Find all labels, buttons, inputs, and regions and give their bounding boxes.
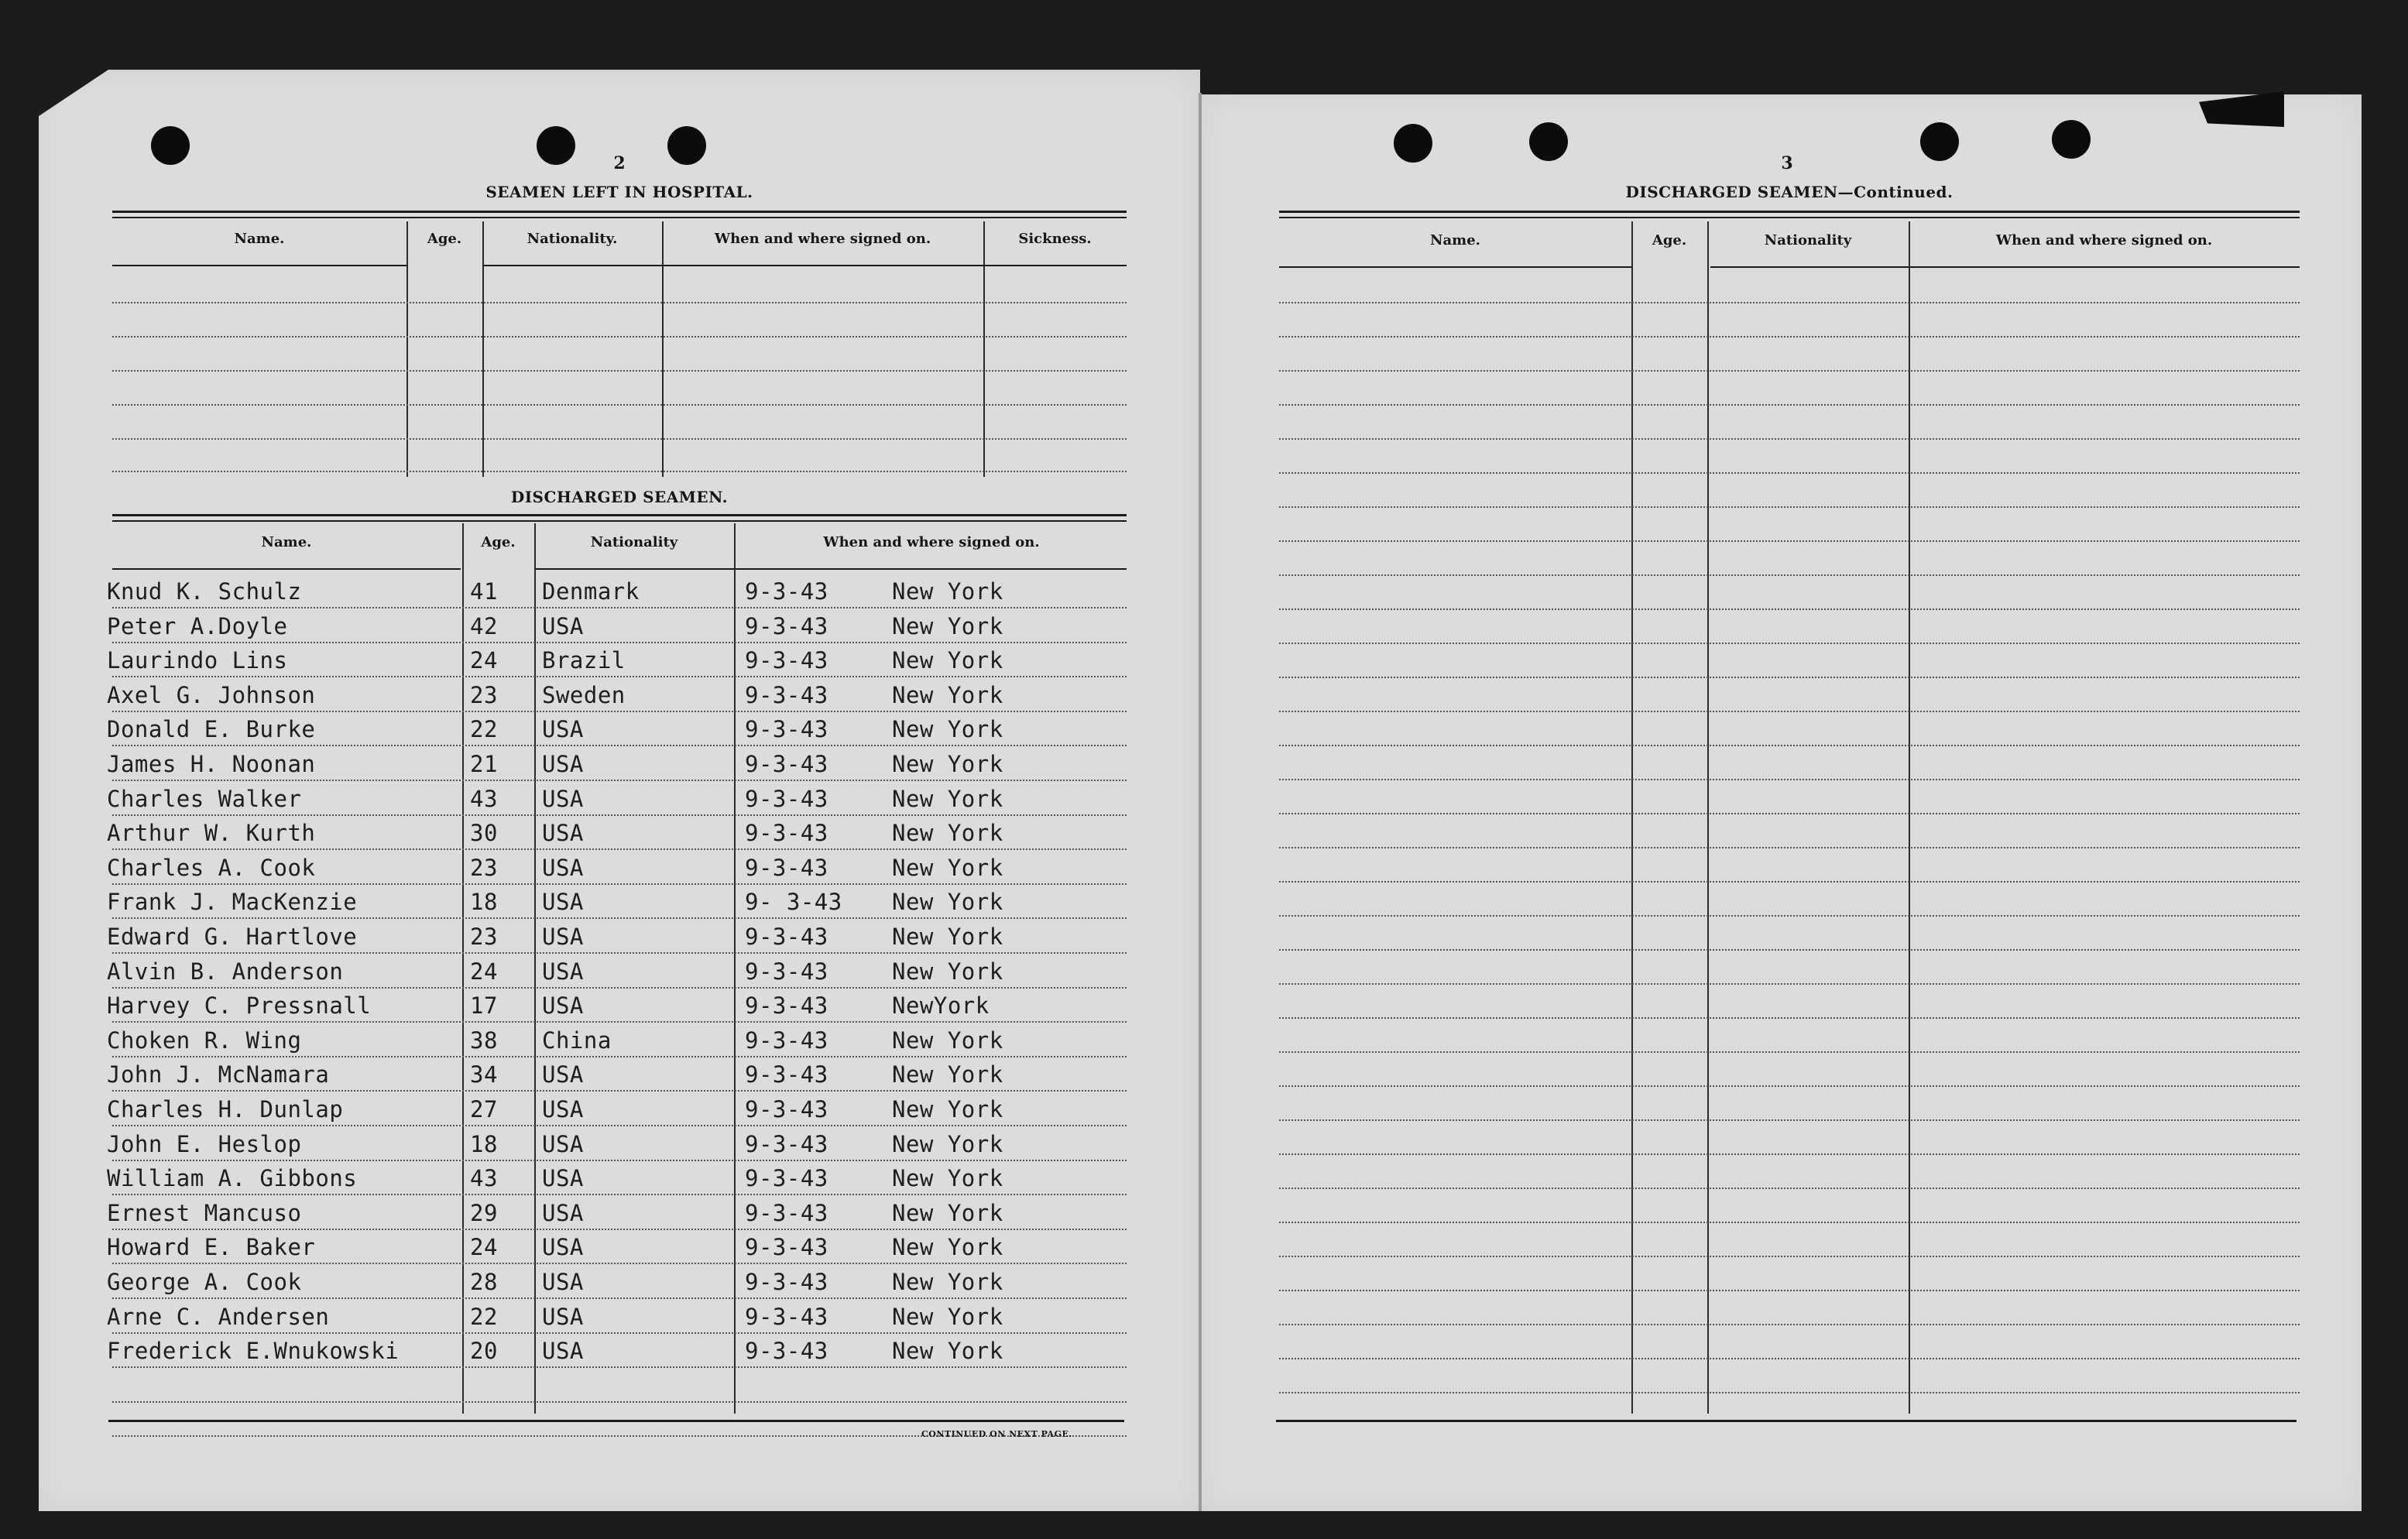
cell-name: Harvey C. Pressnall — [107, 992, 372, 1020]
cell-age: 18 — [470, 889, 498, 916]
cell-place: New York — [892, 751, 1003, 777]
cell-name: Laurindo Lins — [107, 647, 288, 674]
cell-nationality: USA — [542, 889, 584, 916]
cell-nationality: USA — [542, 1061, 584, 1088]
cell-name: Arne C. Andersen — [107, 1303, 330, 1330]
page-number-left: 2 — [613, 153, 626, 173]
cell-age: 24 — [470, 958, 498, 985]
cell-place: New York — [892, 1061, 1003, 1088]
rule — [108, 1420, 1124, 1422]
row-line — [112, 1125, 1127, 1126]
cell-date: 9-3-43 — [745, 647, 828, 674]
cell-date: 9-3-43 — [745, 1027, 828, 1054]
column-header-signed-on: When and where signed on. — [823, 534, 1040, 550]
cell-age: 17 — [470, 992, 498, 1020]
cell-date: 9-3-43 — [745, 854, 828, 881]
cell-age: 24 — [470, 1234, 498, 1261]
row-line — [1279, 1256, 2300, 1257]
row-line — [112, 987, 1127, 989]
cell-date: 9-3-43 — [745, 751, 828, 777]
row-line — [112, 780, 1127, 781]
row-line — [112, 1229, 1127, 1230]
rule — [1279, 217, 2300, 218]
cell-date: 9-3-43 — [745, 1130, 828, 1157]
cell-age: 22 — [470, 1303, 498, 1330]
cell-age: 38 — [470, 1027, 498, 1054]
row-line — [112, 1401, 1127, 1403]
cell-age: 21 — [470, 751, 498, 777]
cell-name: Edward G. Hartlove — [107, 924, 358, 950]
cell-date: 9-3-43 — [745, 1061, 828, 1088]
cell-name: Howard E. Baker — [107, 1234, 316, 1261]
cell-date: 9-3-43 — [745, 820, 828, 847]
cell-date: 9-3-43 — [745, 1234, 828, 1261]
cell-age: 24 — [470, 647, 498, 674]
cell-age: 23 — [470, 681, 498, 708]
punch-hole — [2052, 120, 2091, 159]
row-line — [1279, 404, 2300, 406]
row-line — [112, 814, 1127, 816]
row-line — [1279, 540, 2300, 542]
cell-place: New York — [892, 681, 1003, 708]
cell-place: New York — [892, 1199, 1003, 1226]
cell-place: New York — [892, 854, 1003, 881]
cell-name: William A. Gibbons — [107, 1165, 358, 1192]
cell-date: 9-3-43 — [745, 1096, 828, 1123]
column-header-name: Name. — [234, 231, 285, 247]
cell-nationality: China — [542, 1027, 612, 1054]
row-line — [1279, 1188, 2300, 1189]
row-line — [1279, 1017, 2300, 1019]
cell-name: Axel G. Johnson — [107, 681, 316, 708]
page-number-right: 3 — [1781, 153, 1793, 173]
row-line — [1279, 847, 2300, 848]
row-line — [1279, 949, 2300, 951]
column-header-name: Name. — [1430, 232, 1480, 249]
cell-place: New York — [892, 1269, 1003, 1295]
hospital-section-title: SEAMEN LEFT IN HOSPITAL. — [485, 183, 753, 201]
column-header-name: Name. — [261, 534, 312, 550]
cell-name: Donald E. Burke — [107, 716, 316, 743]
row-line — [1279, 336, 2300, 338]
rule — [1276, 1420, 2297, 1422]
row-line — [1279, 472, 2300, 474]
row-line — [1279, 779, 2300, 780]
cell-place: New York — [892, 1234, 1003, 1261]
cell-date: 9-3-43 — [745, 1269, 828, 1295]
cell-age: 43 — [470, 785, 498, 812]
row-line — [1279, 983, 2300, 985]
cell-place: New York — [892, 647, 1003, 674]
cell-place: New York — [892, 924, 1003, 950]
column-header-signed-on: When and where signed on. — [1995, 232, 2213, 249]
cell-date: 9- 3-43 — [745, 889, 842, 916]
row-line — [1279, 1153, 2300, 1155]
row-line — [112, 1056, 1127, 1057]
row-line — [1279, 813, 2300, 814]
row-line — [1279, 1119, 2300, 1121]
column-header-age: Age. — [427, 231, 462, 247]
cell-name: Frederick E.Wnukowski — [107, 1338, 400, 1365]
cell-place: New York — [892, 1096, 1003, 1123]
punch-hole — [667, 126, 706, 165]
cell-place: New York — [892, 612, 1003, 639]
cell-date: 9-3-43 — [745, 785, 828, 812]
cell-name: Charles Walker — [107, 785, 302, 812]
row-line — [112, 1332, 1127, 1334]
cell-date: 9-3-43 — [745, 992, 828, 1020]
row-line — [112, 745, 1127, 746]
cell-nationality: Brazil — [542, 647, 626, 674]
row-line — [112, 1090, 1127, 1092]
cell-nationality: USA — [542, 924, 584, 950]
cell-name: John E. Heslop — [107, 1130, 302, 1157]
cell-age: 18 — [470, 1130, 498, 1157]
cell-place: New York — [892, 1303, 1003, 1330]
column-header-sickness: Sickness. — [1018, 231, 1092, 247]
cell-nationality: USA — [542, 716, 584, 743]
row-line — [112, 848, 1127, 850]
cell-nationality: USA — [542, 1130, 584, 1157]
row-line — [1279, 915, 2300, 917]
page-gutter — [1199, 93, 1202, 1511]
row-line — [1279, 506, 2300, 508]
cell-place: New York — [892, 820, 1003, 847]
cell-nationality: USA — [542, 854, 584, 881]
discharged-continued-title: DISCHARGED SEAMEN—Continued. — [1625, 183, 1953, 201]
row-line — [1279, 1051, 2300, 1053]
cell-date: 9-3-43 — [745, 1199, 828, 1226]
rule — [1279, 211, 2300, 213]
cell-nationality: USA — [542, 612, 584, 639]
cell-age: 20 — [470, 1338, 498, 1365]
cell-place: New York — [892, 716, 1003, 743]
cell-nationality: USA — [542, 820, 584, 847]
cell-place: New York — [892, 1027, 1003, 1054]
row-line — [1279, 643, 2300, 644]
row-line — [1279, 745, 2300, 746]
cell-nationality: USA — [542, 1269, 584, 1295]
row-line — [1279, 438, 2300, 440]
cell-age: 43 — [470, 1165, 498, 1192]
cell-place: New York — [892, 1130, 1003, 1157]
cell-date: 9-3-43 — [745, 924, 828, 950]
row-line — [112, 1366, 1127, 1368]
cell-name: Charles A. Cook — [107, 854, 316, 881]
rule — [112, 520, 1127, 522]
row-line — [112, 1021, 1127, 1023]
punch-hole — [1529, 122, 1568, 161]
cell-age: 34 — [470, 1061, 498, 1088]
row-line — [112, 642, 1127, 643]
cell-date: 9-3-43 — [745, 612, 828, 639]
cell-date: 9-3-43 — [745, 681, 828, 708]
rule — [112, 514, 1127, 516]
column-header-nationality: Nationality — [1764, 232, 1852, 249]
row-line — [1279, 1324, 2300, 1325]
row-line — [1279, 370, 2300, 372]
row-line — [1279, 608, 2300, 610]
row-line — [112, 711, 1127, 712]
cell-name: Alvin B. Anderson — [107, 958, 344, 985]
cell-nationality: USA — [542, 1338, 584, 1365]
cell-nationality: USA — [542, 1303, 584, 1330]
row-line — [112, 952, 1127, 954]
cell-age: 42 — [470, 612, 498, 639]
punch-hole — [1394, 124, 1432, 163]
cell-name: Knud K. Schulz — [107, 578, 302, 605]
cell-name: Peter A.Doyle — [107, 612, 288, 639]
cell-place: New York — [892, 958, 1003, 985]
cell-date: 9-3-43 — [745, 1303, 828, 1330]
row-line — [1279, 711, 2300, 712]
row-line — [112, 607, 1127, 608]
cell-age: 28 — [470, 1269, 498, 1295]
cell-age: 23 — [470, 924, 498, 950]
column-header-nationality: Nationality. — [527, 231, 618, 247]
cell-nationality: USA — [542, 751, 584, 777]
row-line — [112, 1160, 1127, 1161]
row-line — [1279, 1290, 2300, 1291]
continued-note: CONTINUED ON NEXT PAGE. — [921, 1429, 1072, 1439]
cell-place: New York — [892, 578, 1003, 605]
row-line — [112, 917, 1127, 919]
punch-hole — [537, 126, 575, 165]
punch-hole — [1920, 122, 1959, 161]
cell-age: 29 — [470, 1199, 498, 1226]
cell-place: NewYork — [892, 992, 990, 1020]
cell-name: Arthur W. Kurth — [107, 820, 316, 847]
cell-nationality: USA — [542, 1096, 584, 1123]
punch-hole — [151, 126, 190, 165]
cell-nationality: USA — [542, 1199, 584, 1226]
cell-name: Ernest Mancuso — [107, 1199, 302, 1226]
row-line — [112, 1194, 1127, 1195]
row-line — [1279, 1392, 2300, 1393]
cell-name: Choken R. Wing — [107, 1027, 302, 1054]
cell-place: New York — [892, 1165, 1003, 1192]
cell-name: George A. Cook — [107, 1269, 302, 1295]
cell-nationality: USA — [542, 958, 584, 985]
right-page — [1200, 94, 2362, 1511]
row-line — [1279, 574, 2300, 576]
cell-age: 30 — [470, 820, 498, 847]
cell-date: 9-3-43 — [745, 1338, 828, 1365]
row-line — [1279, 302, 2300, 303]
rule — [112, 211, 1127, 213]
cell-place: New York — [892, 889, 1003, 916]
row-line — [1279, 1358, 2300, 1359]
column-header-signed-on: When and where signed on. — [714, 231, 931, 247]
row-line — [1279, 1085, 2300, 1087]
cell-place: New York — [892, 785, 1003, 812]
rule — [112, 217, 1127, 218]
row-line — [1279, 881, 2300, 883]
cell-age: 23 — [470, 854, 498, 881]
cell-age: 27 — [470, 1096, 498, 1123]
cell-age: 22 — [470, 716, 498, 743]
row-line — [112, 1263, 1127, 1264]
cell-date: 9-3-43 — [745, 958, 828, 985]
cell-nationality: USA — [542, 1165, 584, 1192]
cell-nationality: USA — [542, 1234, 584, 1261]
cell-date: 9-3-43 — [745, 716, 828, 743]
row-line — [112, 883, 1127, 885]
cell-name: Charles H. Dunlap — [107, 1096, 344, 1123]
cell-nationality: Sweden — [542, 681, 626, 708]
column-header-age: Age. — [1652, 232, 1687, 249]
row-line — [1279, 677, 2300, 678]
cell-nationality: USA — [542, 992, 584, 1020]
cell-place: New York — [892, 1338, 1003, 1365]
cell-date: 9-3-43 — [745, 1165, 828, 1192]
cell-name: Frank J. MacKenzie — [107, 889, 358, 916]
cell-date: 9-3-43 — [745, 578, 828, 605]
column-header-age: Age. — [481, 534, 516, 550]
cell-age: 41 — [470, 578, 498, 605]
cell-nationality: Denmark — [542, 578, 640, 605]
row-line — [1279, 1222, 2300, 1223]
cell-name: James H. Noonan — [107, 751, 316, 777]
row-line — [112, 676, 1127, 677]
discharged-section-title: DISCHARGED SEAMEN. — [510, 488, 729, 506]
cell-nationality: USA — [542, 785, 584, 812]
row-line — [112, 1297, 1127, 1299]
column-header-nationality: Nationality — [590, 534, 678, 550]
cell-name: John J. McNamara — [107, 1061, 330, 1088]
